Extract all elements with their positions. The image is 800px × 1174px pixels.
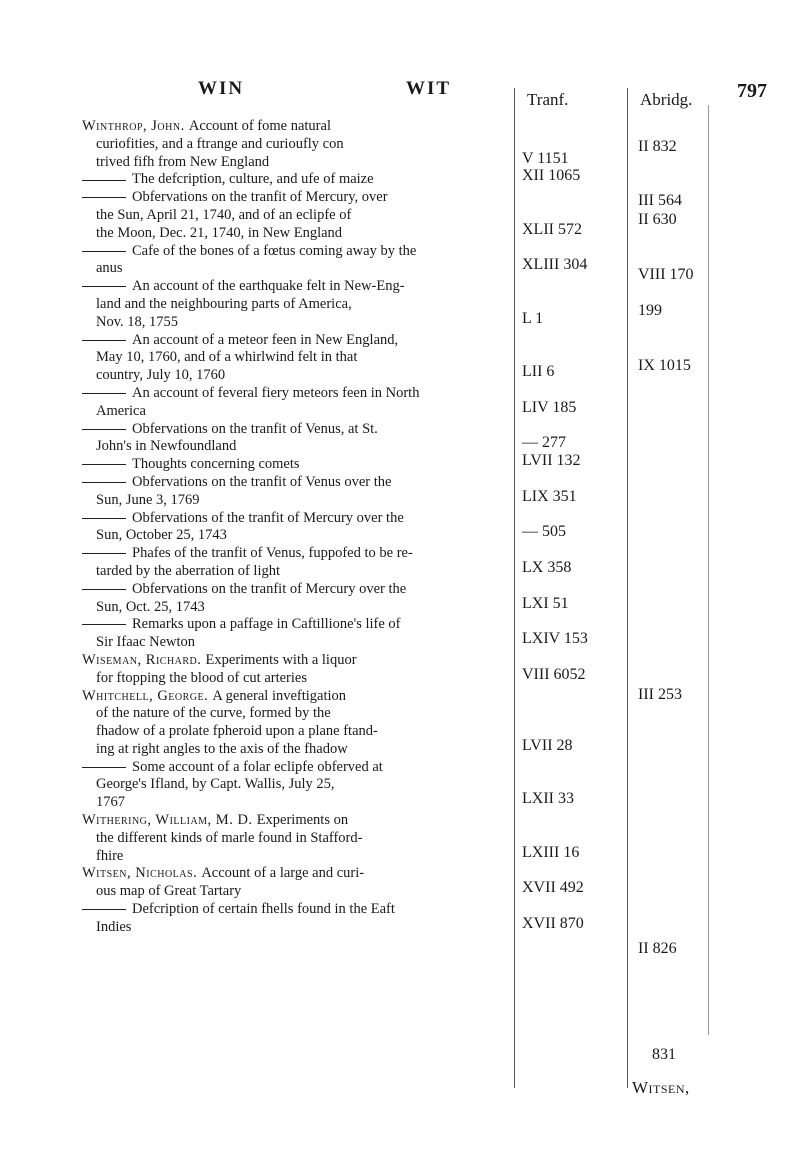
index-entry (82, 385, 514, 421)
ditto-dash (82, 624, 126, 625)
tranf-reference: XII 1065 (522, 167, 581, 185)
entry-text: Phafes of the tranfit of Venus, fuppofed to be re- (132, 545, 413, 562)
tranf-reference: LX 358 (522, 559, 572, 576)
tranf-reference: XVII 492 (522, 879, 584, 897)
column-head-abridg: Abridg. (640, 90, 693, 109)
ditto-dash (82, 340, 126, 341)
entry-text: the different kinds of marle found in Stafford- (96, 829, 363, 846)
tranf-reference: LXII 33 (522, 790, 574, 808)
entry-text: the Sun, April 21, 1740, and of an eclipfe of (96, 206, 352, 223)
index-entry (82, 688, 514, 759)
running-header-left: WIN (198, 78, 245, 99)
entry-text: 1767 (96, 794, 125, 811)
tranf-reference: XLIII 304 (522, 256, 588, 274)
entry-text: George's Ifland, by Capt. Wallis, July 25, (96, 776, 335, 793)
catchword: Witsen, (632, 1078, 690, 1097)
entry-text: ous map of Great Tartary (96, 883, 242, 900)
index-entry (82, 456, 514, 474)
entry-author: Wiseman, Richard. (82, 651, 206, 668)
column-divider (627, 88, 628, 1088)
entry-text: Some account of a folar eclipfe obferved at (132, 758, 383, 775)
entry-text: Sun, June 3, 1769 (96, 491, 200, 508)
ditto-dash (82, 251, 126, 252)
tranf-reference: LXI 51 (522, 594, 569, 612)
tranf-reference: XLII 572 (522, 220, 582, 238)
entry-text: John's in Newfoundland (96, 438, 237, 455)
ditto-dash (82, 180, 126, 181)
entry-text: An account of a meteor feen in New England, (132, 331, 399, 348)
tranf-reference: LIX 351 (522, 487, 577, 505)
index-entry (82, 474, 514, 510)
column-divider (708, 105, 709, 1035)
tranf-reference: LVII 132 (522, 452, 581, 470)
tranf-reference: VIII 6052 (522, 665, 586, 683)
ditto-dash (82, 286, 126, 287)
entry-author: Whitchell, George. (82, 687, 213, 704)
column-divider (514, 88, 515, 1088)
tranf-reference: — 505 (522, 523, 566, 541)
entry-text: fhire (96, 847, 124, 864)
entry-text: An account of the earthquake felt in New-Eng- (132, 278, 405, 295)
entry-text: curiofities, and a ftrange and curioufly con (96, 135, 344, 152)
entry-text: Remarks upon a paffage in Caftillione's life of (132, 616, 401, 633)
abridg-reference: 199 (638, 302, 662, 320)
running-header-center: WIT (406, 78, 452, 99)
abridg-reference: III 253 (638, 686, 682, 703)
entry-text: Obfervations on the tranfit of Mercury over the (132, 580, 407, 597)
entry-text: Cafe of the bones of a fœtus coming away by the (132, 242, 417, 259)
entry-text: for ftopping the blood of cut arteries (96, 669, 307, 686)
tranf-reference: LVII 28 (522, 737, 573, 754)
entry-text: Thoughts concerning comets (132, 456, 300, 473)
abridg-reference: II 832 (638, 138, 677, 155)
abridg-reference: II 826 (638, 940, 677, 958)
entry-author: Witsen, Nicholas. (82, 865, 202, 882)
entry-text: fhadow of a prolate fpheroid upon a plane ftand- (96, 723, 378, 740)
entry-text: Sir Ifaac Newton (96, 634, 196, 651)
ditto-dash (82, 393, 126, 394)
tranf-reference: L 1 (522, 309, 544, 327)
index-entry (82, 189, 514, 242)
index-entry (82, 118, 514, 171)
ditto-dash (82, 197, 126, 198)
tranf-reference: LXIV 153 (522, 630, 588, 648)
tranf-reference: LXIII 16 (522, 843, 580, 861)
index-entries (82, 118, 514, 937)
entry-text: Nov. 18, 1755 (96, 313, 179, 330)
entry-text: the Moon, Dec. 21, 1740, in New England (96, 224, 343, 241)
page-number: 797 (737, 80, 767, 102)
ditto-dash (82, 589, 126, 590)
entry-text: The defcription, culture, and ufe of maize (132, 171, 374, 188)
index-entry (82, 652, 514, 688)
ditto-dash (82, 767, 126, 768)
entry-text: An account of feveral fiery meteors feen in North (132, 384, 420, 401)
entry-text: tarded by the aberration of light (96, 562, 281, 579)
index-entry (82, 510, 514, 546)
index-entry (82, 421, 514, 457)
index-entry (82, 812, 514, 865)
entry-text: country, July 10, 1760 (96, 367, 226, 384)
tranf-reference: XVII 870 (522, 915, 584, 932)
entry-author: Withering, William, M. D. (82, 812, 257, 829)
index-entry (82, 901, 514, 937)
abridg-reference: 831 (652, 1046, 676, 1063)
abridg-reference: VIII 170 (638, 265, 694, 283)
ditto-dash (82, 429, 126, 430)
ditto-dash (82, 482, 126, 483)
index-entry (82, 278, 514, 331)
entry-text: Account of a large and curi- (201, 865, 365, 882)
entry-author: Winthrop, John. (82, 118, 189, 134)
tranf-reference: LII 6 (522, 363, 555, 381)
entry-text: land and the neighbouring parts of America, (96, 295, 352, 312)
entry-text: Experiments on (256, 812, 349, 829)
index-entry (82, 865, 514, 901)
tranf-reference: — 277 (522, 434, 566, 452)
index-entry (82, 616, 514, 652)
ditto-dash (82, 464, 126, 465)
entry-text: Obfervations of the tranfit of Mercury over the (132, 509, 404, 526)
entry-text: Obfervations on the tranfit of Mercury, over (132, 189, 388, 206)
entry-text: Indies (96, 918, 132, 935)
tranf-reference: V 1151 (522, 149, 569, 167)
ditto-dash (82, 518, 126, 519)
entry-text: trived fifh from New England (96, 153, 270, 170)
ditto-dash (82, 909, 126, 910)
entry-text: Obfervations on the tranfit of Venus, at St. (132, 420, 378, 437)
index-entry (82, 332, 514, 385)
entry-text: Sun, Oct. 25, 1743 (96, 598, 205, 615)
index-entry (82, 243, 514, 279)
entry-text: anus (96, 260, 123, 277)
entry-text: of the nature of the curve, formed by the (96, 705, 331, 722)
column-head-tranf: Tranf. (527, 90, 569, 109)
index-entry (82, 545, 514, 581)
entry-text: Account of fome natural (188, 118, 331, 134)
index-entry (82, 759, 514, 812)
ditto-dash (82, 553, 126, 554)
abridg-reference: II 630 (638, 211, 677, 229)
index-entry (82, 171, 514, 189)
entry-text: America (96, 402, 146, 419)
abridg-reference: IX 1015 (638, 356, 691, 374)
tranf-reference: LIV 185 (522, 398, 577, 416)
entry-text: Experiments with a liquor (205, 651, 357, 668)
entry-text: A general inveftigation (212, 687, 347, 704)
entry-text: ing at right angles to the axis of the fhadow (96, 740, 348, 757)
entry-text: Obfervations on the tranfit of Venus over the (132, 473, 392, 490)
entry-text: Sun, October 25, 1743 (96, 527, 227, 544)
abridg-reference: III 564 (638, 192, 682, 210)
index-entry (82, 581, 514, 617)
entry-text: Defcription of certain fhells found in the Eaft (132, 901, 395, 918)
entry-text: May 10, 1760, and of a whirlwind felt in that (96, 349, 358, 366)
